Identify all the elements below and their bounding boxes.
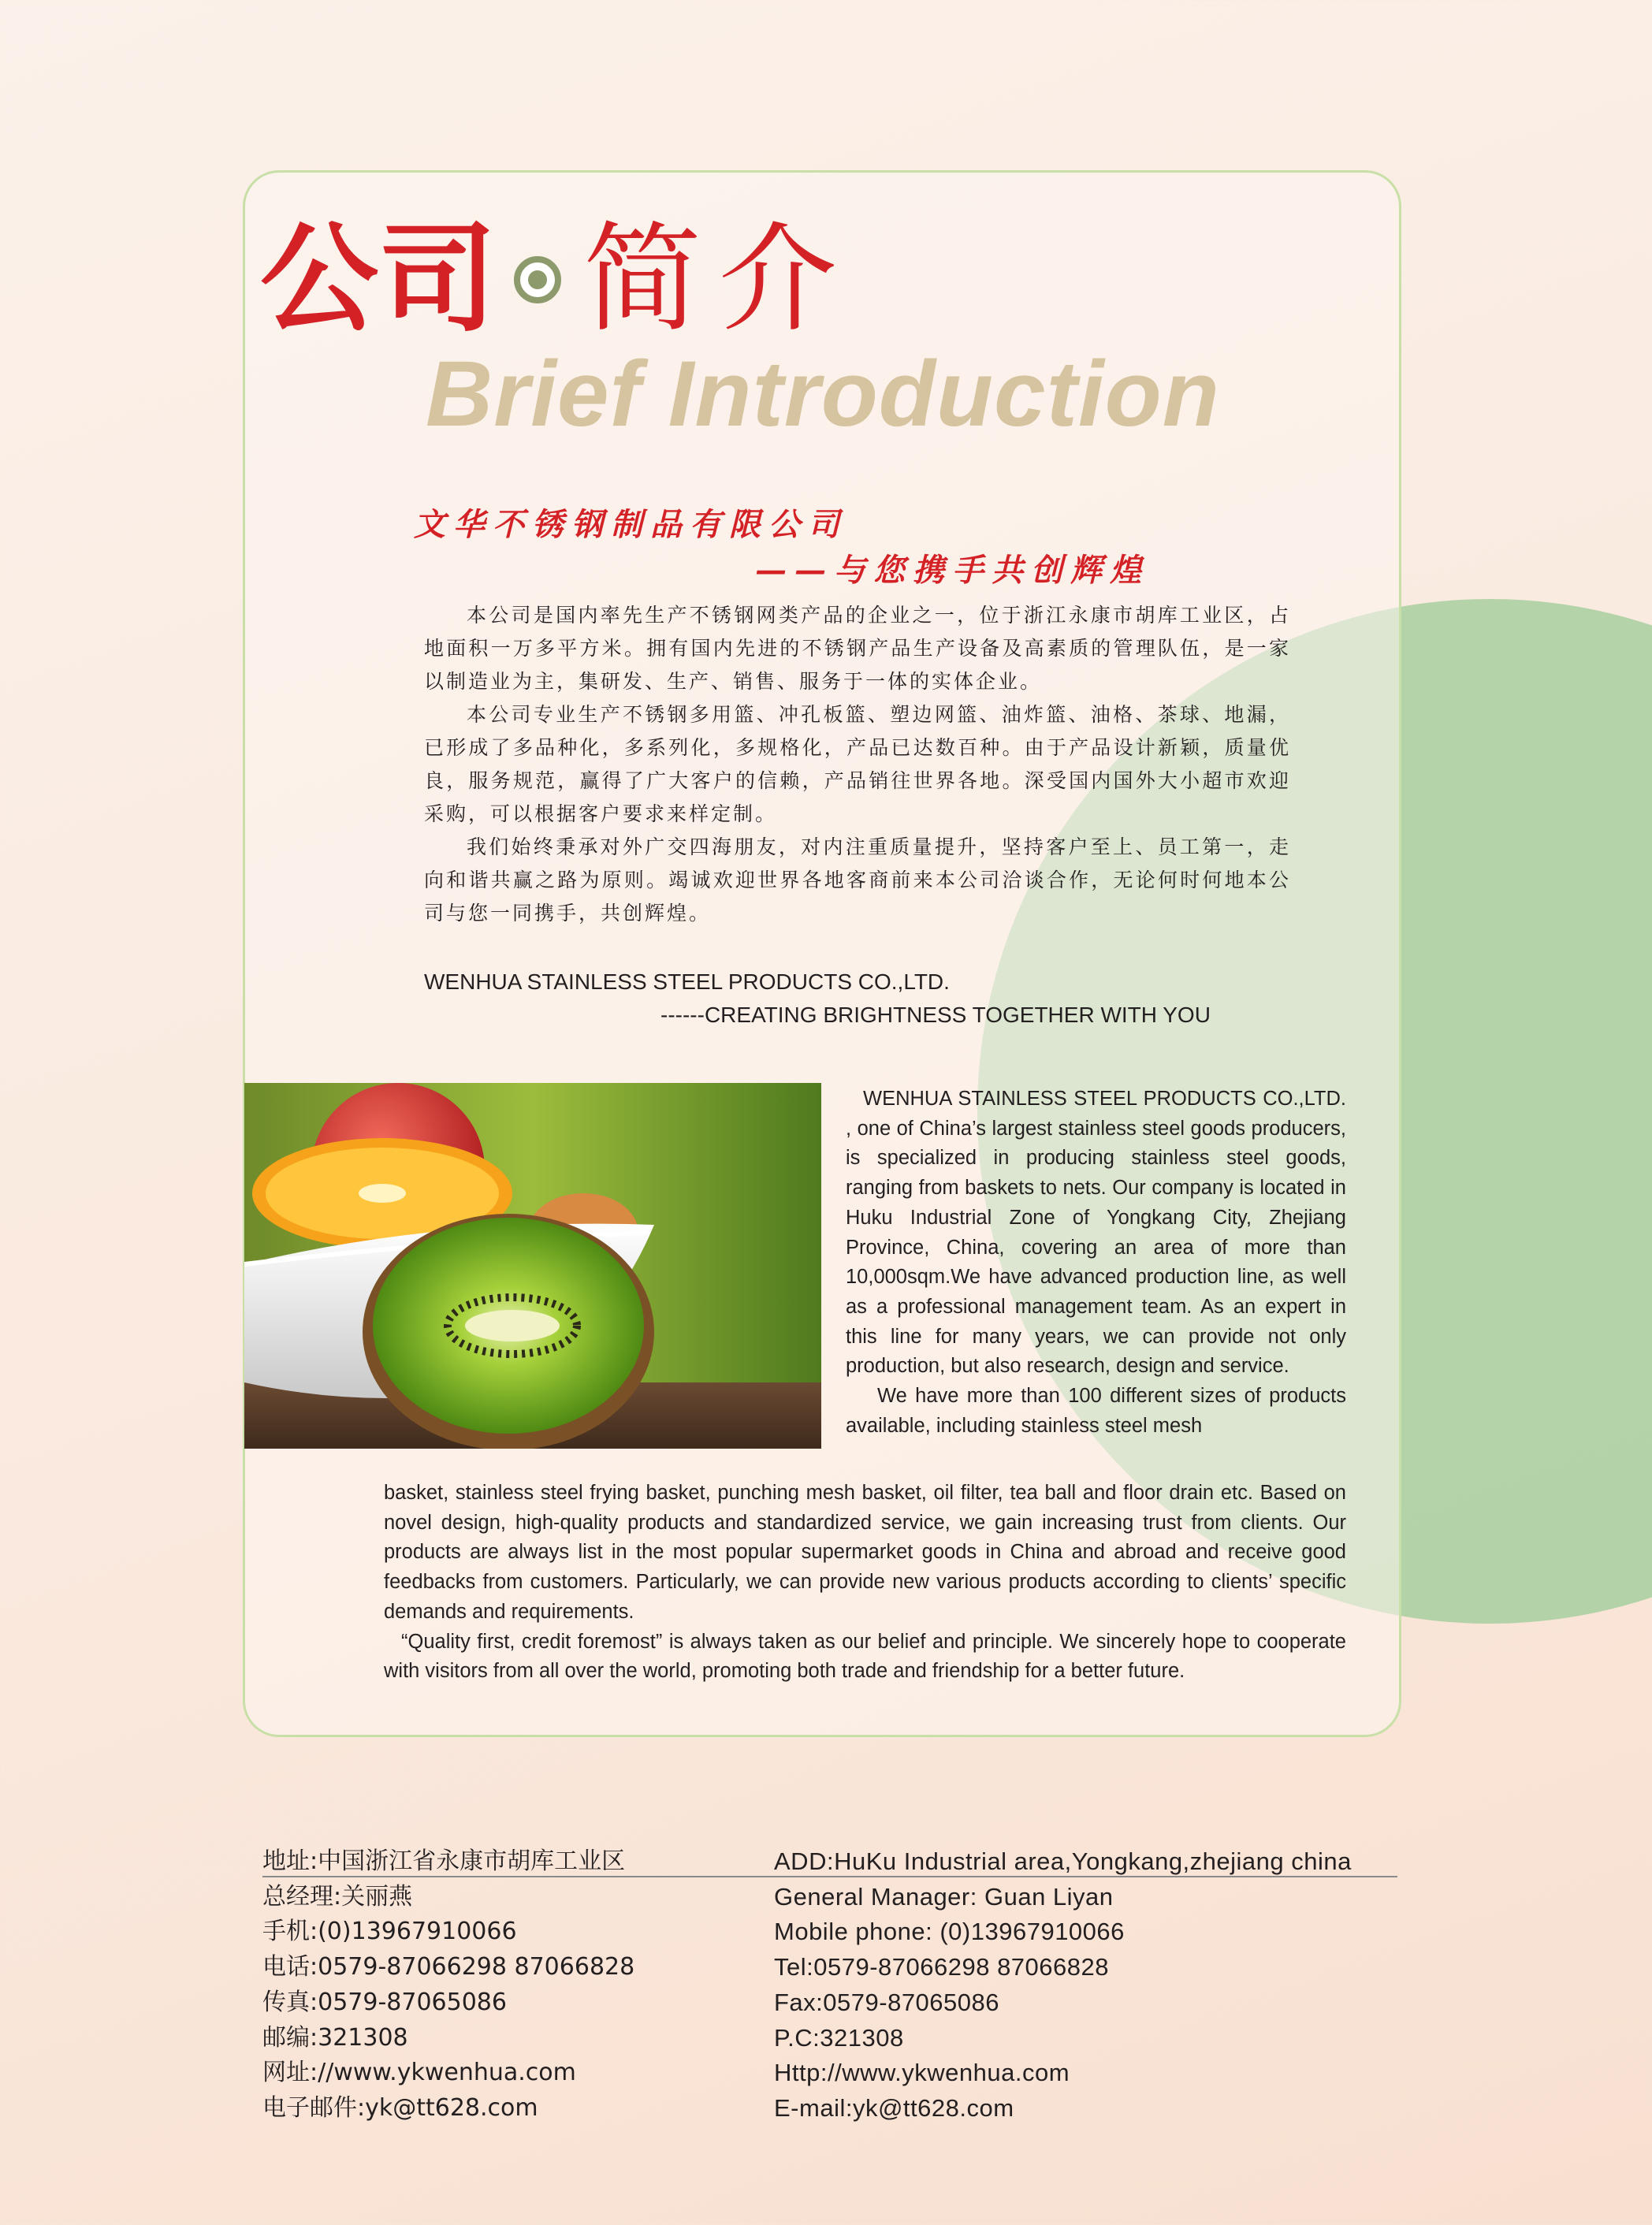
page-title-cn	[260, 213, 854, 347]
fruit-illustration	[244, 1083, 821, 1449]
intro-body-en-float	[846, 1085, 1346, 1441]
contact-address-en: ADD:HuKu Industrial area,Yongkang,zhejiang china	[774, 1847, 1352, 1875]
intro-cn-paragraph-3: 我们始终秉承对外广交四海朋友，对内注重质量提升，坚持客户至上、员工第一，走向和谐共赢之路为原则。竭诚欢迎世界各地客商前来本公司洽谈合作，无论何时何地本公司与您一同携手，共创辉煌。	[424, 835, 1291, 925]
page-title-en: Brief Introduction	[426, 342, 1220, 446]
contact-fax-cn: 传真:0579-87065086	[262, 1988, 507, 2016]
intro-en-paragraph-2-cont: basket, stainless steel frying basket, punching mesh basket, oil filter, tea ball and floor drain etc. Based on novel design, high-quality products and standardized service, we gain increasing trust from clients. Our products are always list in the most popular supermarket goods in China and abroad and receive good feedbacks from customers. Particularly, we can provide new various products according to clients’ specific demands and requirements.	[384, 1482, 1346, 1623]
contact-postcode-en: P.C:321308	[774, 2023, 904, 2052]
intro-en-paragraph-1: WENHUA STAINLESS STEEL PRODUCTS CO.,LTD. , one of China’s largest stainless steel goods producers, is specialized in producing stainless steel goods, ranging from baskets to nets. Our company is located in Huku Industrial Zone of Yongkang City, Zhejiang Province, China, covering an area of more than 10,000sqm.We have advanced production line, as well as a professional management team. As an expert in this line for many years, we can provide not only production, but also research, design and service.	[846, 1088, 1346, 1378]
intro-body-en-wide	[384, 1479, 1346, 1687]
contacts-cn	[262, 1844, 634, 2126]
contact-postcode-cn: 邮编:321308	[262, 2023, 408, 2052]
contact-website-en: Http://www.ykwenhua.com	[774, 2059, 1070, 2087]
intro-cn-paragraph-2: 本公司专业生产不锈钢多用篮、冲孔板篮、塑边网篮、油炸篮、油格、茶球、地漏，已形成了多品种化，多系列化，多规格化，产品已达数百种。由于产品设计新颖，质量优良，服务规范，赢得了广大客户的信赖，产品销往世界各地。深受国内国外大小超市欢迎采购，可以根据客户要求来样定制。	[424, 703, 1291, 825]
contact-manager-cn: 总经理:关丽燕	[262, 1882, 413, 1911]
tagline-cn: ——与您携手共创辉煌	[755, 552, 1149, 589]
intro-en-paragraph-2-start: We have more than 100 different sizes of products available, including stainless steel mesh	[846, 1385, 1346, 1437]
contact-fax-en: Fax:0579-87065086	[774, 1988, 1000, 2016]
contact-address-cn: 地址:中国浙江省永康市胡库工业区	[262, 1847, 626, 1875]
contact-mobile-en: Mobile phone: (0)13967910066	[774, 1918, 1125, 1946]
contact-email-en: E-mail:yk@tt628.com	[774, 2093, 1014, 2122]
company-name-en: WENHUA STAINLESS STEEL PRODUCTS CO.,LTD.	[424, 969, 950, 994]
company-name-cn: 文华不锈钢制品有限公司	[414, 506, 847, 543]
contact-email-cn: 电子邮件:yk@tt628.com	[262, 2093, 538, 2122]
intro-body-cn	[424, 599, 1291, 930]
title-cn-right: 简介	[583, 211, 855, 348]
contact-mobile-cn: 手机:(0)13967910066	[262, 1918, 517, 1946]
fruit-photo	[244, 1083, 821, 1449]
intro-en-paragraph-3: “Quality first, credit foremost” is always taken as our belief and principle. We sincerely hope to cooperate with visitors from all over the world, promoting both trade and friendship for a better future.	[384, 1630, 1346, 1683]
contact-website-cn: 网址://www.ykwenhua.com	[262, 2059, 576, 2087]
contact-tel-cn: 电话:0579-87066298 87066828	[262, 1953, 635, 1981]
tagline-en: ------CREATING BRIGHTNESS TOGETHER WITH YOU	[660, 1003, 1211, 1027]
contact-tel-en: Tel:0579-87066298 87066828	[774, 1953, 1109, 1981]
title-cn-left: 公司	[260, 211, 497, 348]
intro-cn-paragraph-1: 本公司是国内率先生产不锈钢网类产品的企业之一，位于浙江永康市胡库工业区，占地面积一万多平方米。拥有国内先进的不锈钢产品生产设备及高素质的管理队伍，是一家以制造业为主，集研发、生产、销售、服务于一体的实体企业。	[424, 604, 1291, 693]
contacts-en	[774, 1844, 1352, 2126]
contact-manager-en: General Manager: Guan Liyan	[774, 1882, 1114, 1911]
target-dot-icon	[514, 256, 561, 303]
